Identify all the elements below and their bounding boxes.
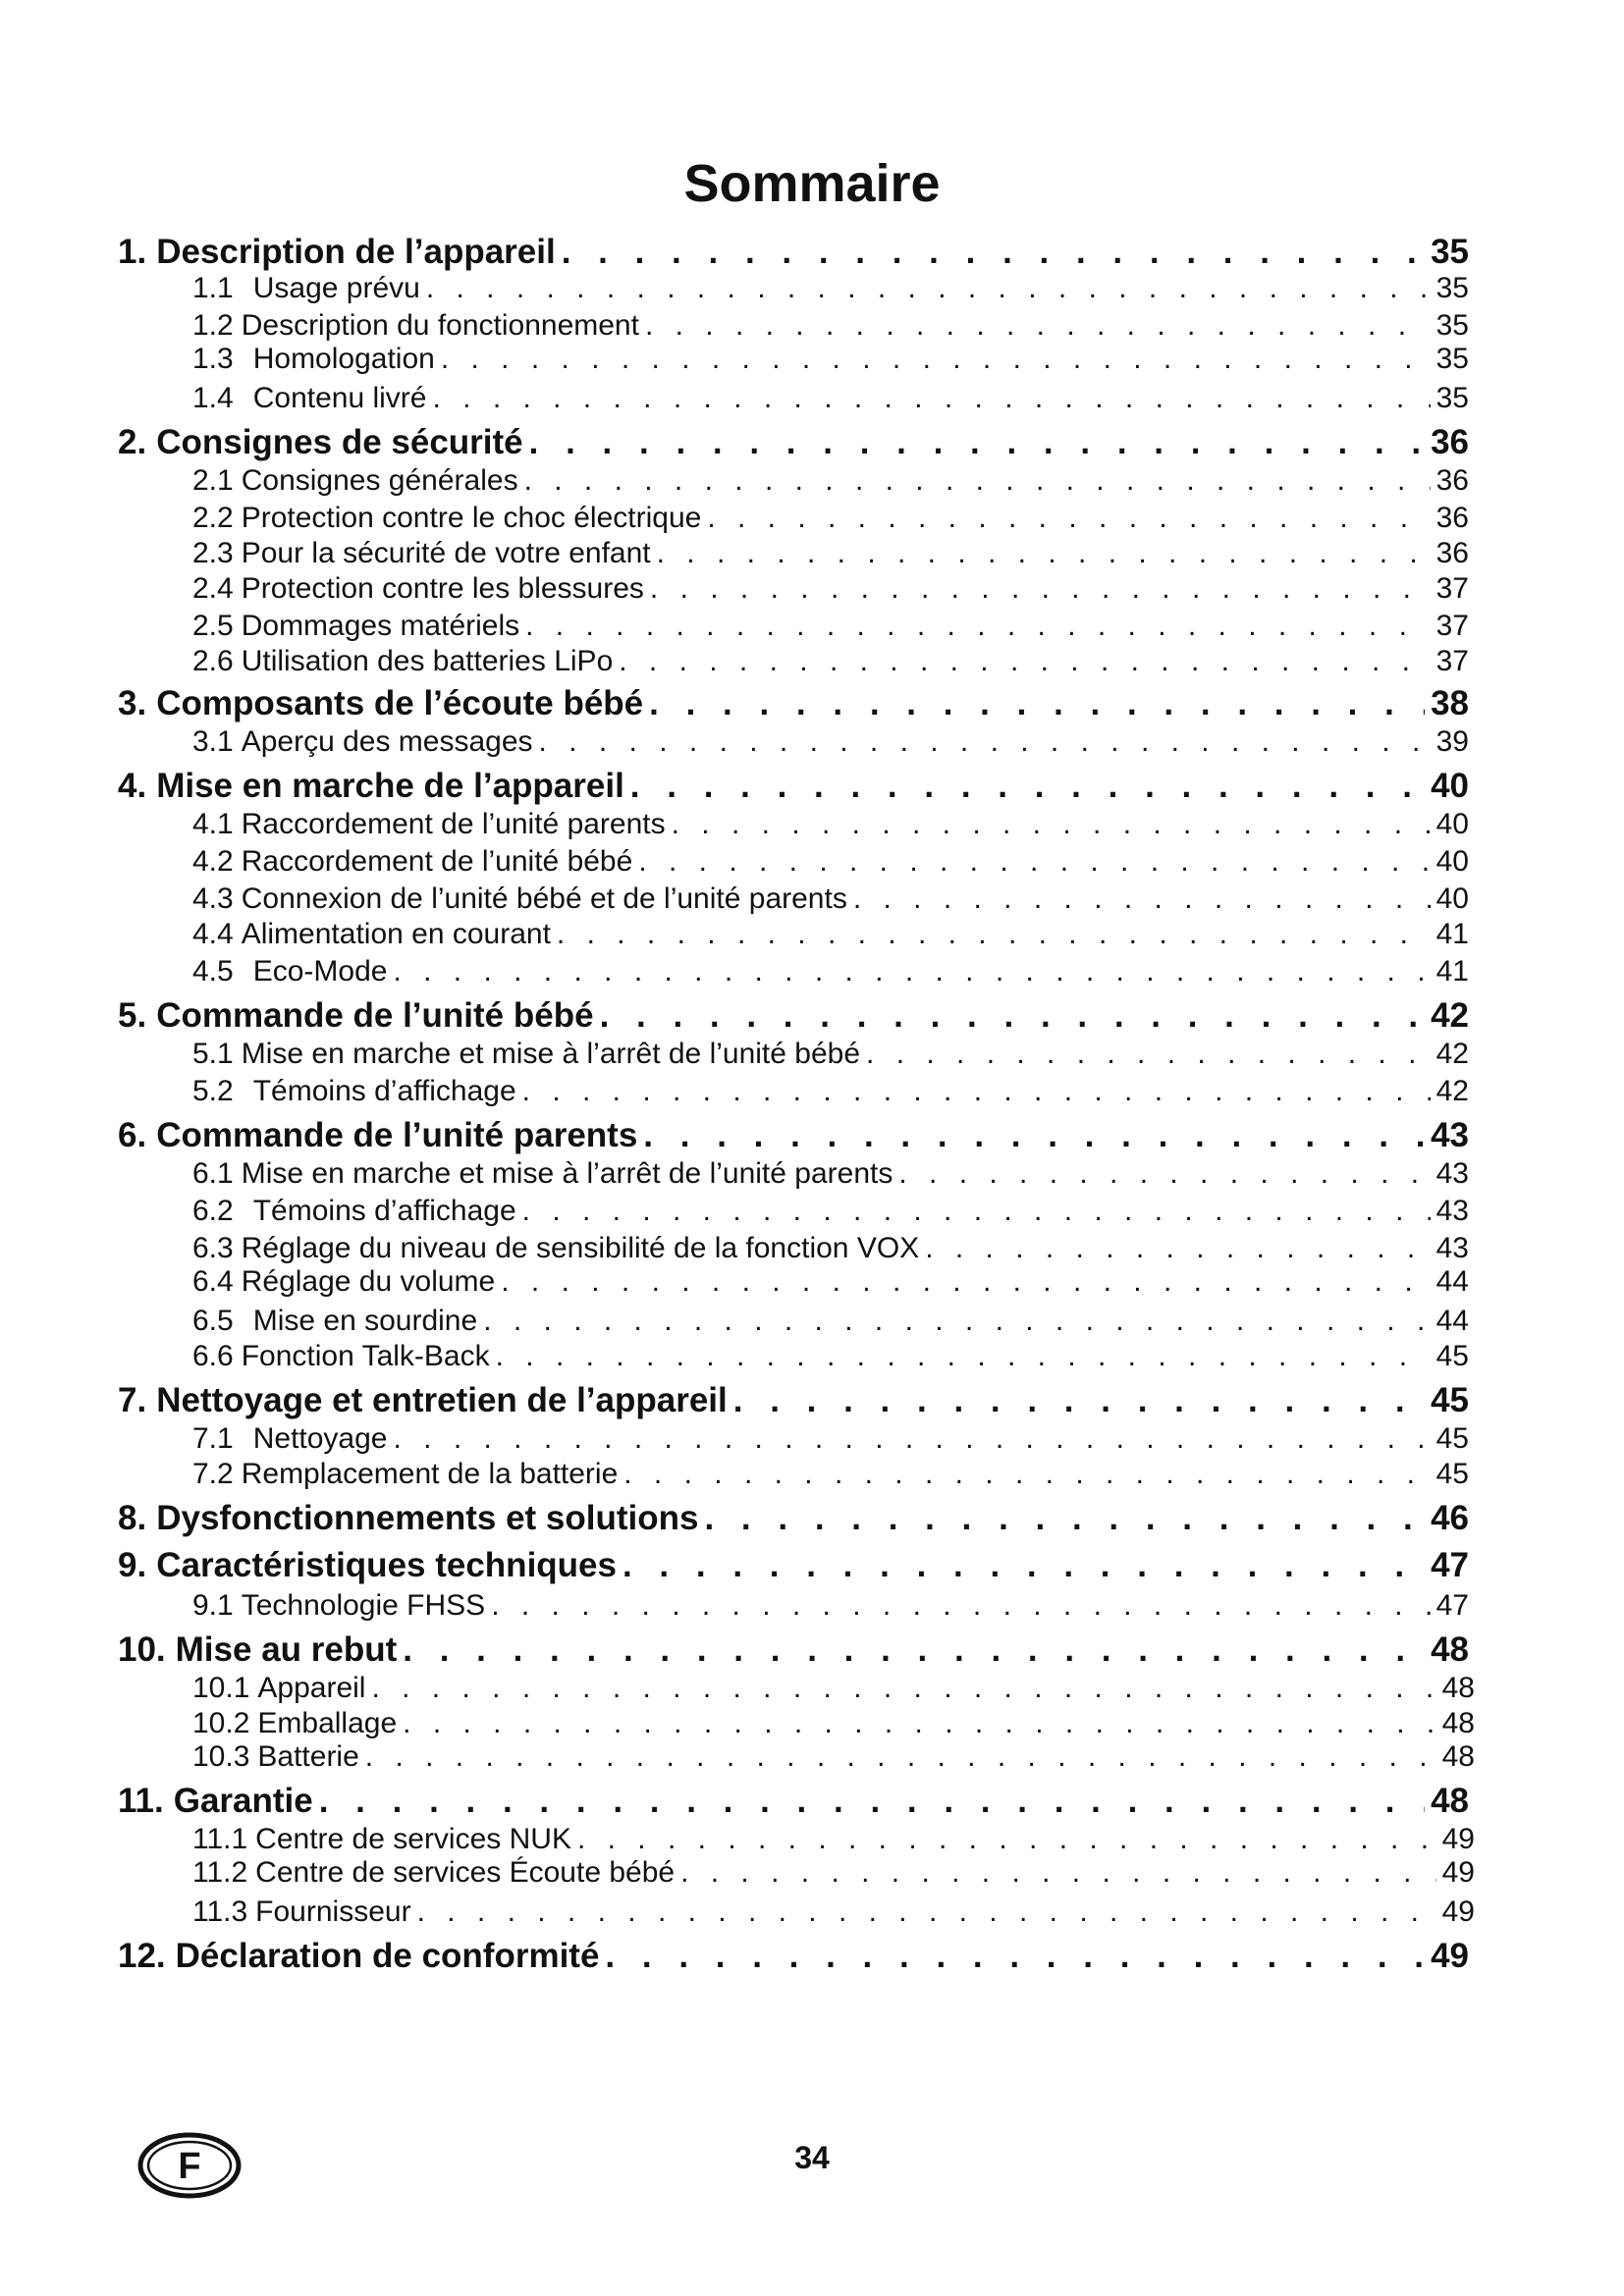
toc-leader-dots — [483, 1304, 1430, 1339]
toc-chapter-title: Caractéristiques techniques — [156, 1546, 617, 1584]
language-badge-letter: F — [178, 2146, 201, 2187]
toc-section-number: 11.1 — [192, 1823, 248, 1855]
toc-chapter-page: 48 — [1431, 1782, 1469, 1820]
toc-section-title: Mise en marche et mise à l’arrêt de l’unité bébé — [241, 1038, 861, 1070]
toc-section-page: 40 — [1435, 845, 1469, 878]
toc-section — [192, 1231, 1469, 1266]
toc-section-title: Emballage — [257, 1707, 398, 1739]
toc-section — [192, 1855, 1475, 1891]
toc-chapter-title: Nettoyage et entretien de l’appareil — [156, 1381, 728, 1419]
toc-section-number: 6.5 — [192, 1305, 234, 1337]
toc-section-page: 35 — [1435, 382, 1469, 414]
toc-section-page: 37 — [1435, 645, 1469, 677]
toc-section-number: 10.2 — [192, 1707, 250, 1739]
toc-leader-dots — [432, 381, 1430, 416]
toc-chapter-title: Composants de l’écoute bébé — [156, 684, 644, 722]
toc-section — [192, 1037, 1469, 1072]
toc-section — [192, 1304, 1469, 1339]
toc-chapter — [118, 683, 1469, 724]
toc-chapter-title: Garantie — [173, 1782, 313, 1820]
toc-section-title: Appareil — [257, 1672, 366, 1704]
toc-leader-dots — [525, 609, 1430, 644]
toc-chapter-title: Consignes de sécurité — [156, 423, 523, 461]
toc-section-number: 2.4 — [192, 572, 234, 605]
toc-section-title: Description du fonctionnement — [241, 309, 639, 342]
toc-section-page: 49 — [1441, 1896, 1475, 1928]
toc-chapter-number: 7. — [118, 1381, 147, 1419]
toc-section-number: 6.1 — [192, 1157, 234, 1190]
toc-leader-dots — [704, 1498, 1425, 1539]
toc-leader-dots — [524, 463, 1431, 499]
toc-leader-dots — [491, 1588, 1430, 1624]
toc-chapter-title: Commande de l’unité parents — [156, 1116, 638, 1154]
toc-section — [192, 724, 1469, 760]
toc-section — [192, 954, 1469, 989]
toc-leader-dots — [496, 1339, 1431, 1374]
toc-section-number: 4.5 — [192, 955, 234, 988]
toc-chapter — [118, 1781, 1469, 1822]
toc-chapter-number: 3. — [118, 684, 147, 722]
toc-leader-dots — [866, 1037, 1431, 1072]
toc-section-page: 44 — [1435, 1265, 1469, 1298]
toc-chapter-title: Mise au rebut — [175, 1630, 398, 1669]
toc-section-number: 11.2 — [192, 1856, 248, 1889]
toc-section-page: 42 — [1435, 1038, 1469, 1070]
toc-section-title: Alimentation en courant — [241, 918, 551, 950]
toc-section — [192, 571, 1469, 607]
toc-chapter — [118, 422, 1469, 463]
toc-section — [192, 1457, 1469, 1492]
toc-section-number: 10.1 — [192, 1672, 250, 1704]
toc-section-title: Aperçu des messages — [241, 725, 533, 758]
toc-section-number: 7.2 — [192, 1458, 234, 1490]
toc-section-number: 1.1 — [192, 272, 234, 304]
toc-section-page: 35 — [1435, 343, 1469, 375]
toc-chapter — [118, 1936, 1469, 1977]
toc-chapter — [118, 766, 1469, 807]
toc-chapter-page: 38 — [1431, 684, 1469, 722]
toc-section — [192, 1339, 1469, 1374]
toc-section-number: 7.1 — [192, 1422, 234, 1455]
toc-section-title: Témoins d’affichage — [252, 1075, 516, 1107]
toc-leader-dots — [529, 422, 1425, 463]
toc-section-title: Nettoyage — [252, 1422, 388, 1455]
toc-section-page: 36 — [1435, 464, 1469, 497]
toc-section-number: 5.1 — [192, 1038, 234, 1070]
toc-section — [192, 1588, 1469, 1624]
toc-chapter — [118, 995, 1469, 1037]
toc-section-number: 5.2 — [192, 1075, 234, 1107]
toc-leader-dots — [522, 1074, 1431, 1109]
toc-chapter-page: 46 — [1431, 1499, 1469, 1537]
toc-section-number: 11.3 — [192, 1896, 248, 1928]
toc-section-number: 2.2 — [192, 502, 234, 534]
toc-leader-dots — [441, 342, 1431, 377]
toc-section — [192, 1194, 1469, 1229]
toc-section-number: 6.6 — [192, 1340, 234, 1372]
toc-leader-dots — [501, 1264, 1430, 1300]
toc-section — [192, 917, 1469, 952]
toc-chapter-number: 6. — [118, 1116, 147, 1154]
toc-section-title: Protection contre le choc électrique — [241, 502, 702, 534]
toc-leader-dots — [853, 881, 1431, 917]
toc-section-page: 47 — [1435, 1589, 1469, 1622]
toc-section-title: Protection contre les blessures — [241, 572, 644, 605]
toc-section-title: Pour la sécurité de votre enfant — [241, 537, 651, 569]
toc-leader-dots — [645, 308, 1431, 344]
toc-leader-dots — [600, 995, 1426, 1037]
toc-section-title: Connexion de l’unité bébé et de l’unité parents — [241, 882, 847, 915]
toc-leader-dots — [925, 1231, 1430, 1266]
toc-leader-dots — [650, 571, 1431, 607]
toc-section-number: 6.2 — [192, 1195, 234, 1227]
toc-chapter-title: Dysfonctionnements et solutions — [156, 1499, 699, 1537]
toc-section — [192, 609, 1469, 644]
toc-section-title: Centre de services NUK — [255, 1823, 571, 1855]
toc-section-page: 37 — [1435, 610, 1469, 642]
toc-section — [192, 1264, 1469, 1300]
toc-section-page: 36 — [1435, 537, 1469, 569]
toc-section — [192, 1074, 1469, 1109]
toc-section-number: 6.4 — [192, 1265, 234, 1298]
toc-section-page: 48 — [1441, 1672, 1475, 1704]
toc-section — [192, 1156, 1469, 1192]
toc-section-number: 2.5 — [192, 610, 234, 642]
toc-chapter — [118, 1629, 1469, 1671]
toc-leader-dots — [393, 1421, 1430, 1457]
toc-section-page: 48 — [1441, 1707, 1475, 1739]
toc-section — [192, 463, 1469, 499]
toc-section-page: 39 — [1435, 725, 1469, 758]
toc-leader-dots — [557, 917, 1431, 952]
toc-chapter — [118, 1115, 1469, 1156]
toc-leader-dots — [319, 1781, 1425, 1822]
toc-chapter-number: 4. — [118, 767, 147, 805]
toc-chapter-number: 8. — [118, 1499, 147, 1537]
toc-section-page: 35 — [1435, 309, 1469, 342]
toc-leader-dots — [539, 724, 1431, 760]
toc-section-title: Usage prévu — [252, 272, 420, 304]
toc-chapter — [118, 1498, 1469, 1539]
toc-leader-dots — [605, 1936, 1425, 1977]
toc-section — [192, 271, 1469, 306]
toc-leader-dots — [898, 1156, 1430, 1192]
toc-section-page: 42 — [1435, 1075, 1469, 1107]
page-title: Sommaire — [683, 154, 941, 213]
toc-section — [192, 644, 1469, 679]
toc-leader-dots — [417, 1895, 1436, 1930]
toc-section-page: 37 — [1435, 572, 1469, 605]
toc-section-page: 49 — [1441, 1823, 1475, 1855]
toc-section-number: 2.6 — [192, 645, 234, 677]
toc-section-number: 6.3 — [192, 1232, 234, 1264]
toc-section-title: Raccordement de l’unité bébé — [241, 845, 633, 878]
toc-section-title: Dommages matériels — [241, 610, 520, 642]
toc-section — [192, 536, 1469, 571]
toc-section-page: 45 — [1435, 1340, 1469, 1372]
toc-chapter-number: 9. — [118, 1546, 147, 1584]
toc-chapter-page: 42 — [1431, 996, 1469, 1035]
toc-section-title: Homologation — [252, 343, 435, 375]
toc-section-page: 35 — [1435, 272, 1469, 304]
toc-chapter-title: Description de l’appareil — [156, 233, 556, 271]
toc-section-number: 2.3 — [192, 537, 234, 569]
toc-section-page: 41 — [1435, 918, 1469, 950]
toc-chapter-title: Commande de l’unité bébé — [156, 996, 594, 1035]
toc-section — [192, 1421, 1469, 1457]
toc-section-title: Mise en marche et mise à l’arrêt de l’unité parents — [241, 1157, 893, 1190]
toc-section-title: Raccordement de l’unité parents — [241, 808, 666, 840]
toc-leader-dots — [403, 1629, 1425, 1671]
toc-chapter-page: 48 — [1431, 1630, 1469, 1669]
toc-section-number: 4.2 — [192, 845, 234, 878]
toc-section-page: 41 — [1435, 955, 1469, 988]
toc-section-title: Batterie — [257, 1740, 359, 1773]
toc-section-number: 1.4 — [192, 382, 234, 414]
toc-leader-dots — [672, 807, 1431, 842]
toc-leader-dots — [426, 271, 1431, 306]
toc-leader-dots — [403, 1706, 1435, 1741]
toc-leader-dots — [630, 766, 1425, 807]
toc-section-page: 36 — [1435, 502, 1469, 534]
toc-section-title: Remplacement de la batterie — [241, 1458, 619, 1490]
toc-chapter-number: 12. — [118, 1937, 166, 1975]
toc-section-number: 4.1 — [192, 808, 234, 840]
toc-section — [192, 844, 1469, 880]
toc-section — [192, 881, 1469, 917]
toc-section-page: 45 — [1435, 1422, 1469, 1455]
toc-section — [192, 1671, 1475, 1706]
toc-section-page: 40 — [1435, 882, 1469, 915]
toc-section-title: Centre de services Écoute bébé — [255, 1856, 676, 1889]
toc-section-page: 43 — [1435, 1232, 1469, 1264]
toc-section-page: 44 — [1435, 1305, 1469, 1337]
toc-chapter — [118, 232, 1469, 273]
toc-leader-dots — [365, 1739, 1436, 1775]
toc-section — [192, 381, 1469, 416]
toc-section-page: 45 — [1435, 1458, 1469, 1490]
toc-section-title: Consignes générales — [241, 464, 518, 497]
toc-leader-dots — [733, 1380, 1425, 1421]
toc-section-title: Fonction Talk-Back — [241, 1340, 490, 1372]
toc-leader-dots — [522, 1194, 1431, 1229]
page-number: 34 — [794, 2140, 830, 2175]
toc-section-title: Témoins d’affichage — [252, 1195, 516, 1227]
toc-chapter-number: 2. — [118, 423, 147, 461]
toc-section-title: Eco-Mode — [252, 955, 388, 988]
toc-section-page: 43 — [1435, 1195, 1469, 1227]
toc-section-number: 4.4 — [192, 918, 234, 950]
toc-leader-dots — [643, 1115, 1425, 1156]
toc-section — [192, 1895, 1475, 1930]
toc-section-title: Technologie FHSS — [241, 1589, 486, 1622]
toc-leader-dots — [562, 232, 1425, 273]
toc-section — [192, 1706, 1475, 1741]
toc-section-number: 4.3 — [192, 882, 234, 915]
toc-leader-dots — [638, 844, 1430, 880]
toc-section — [192, 308, 1469, 344]
toc-chapter-number: 5. — [118, 996, 147, 1035]
toc-chapter-page: 45 — [1431, 1381, 1469, 1419]
toc-section-number: 1.2 — [192, 309, 234, 342]
toc-section-title: Fournisseur — [255, 1896, 411, 1928]
toc-chapter-page: 49 — [1431, 1937, 1469, 1975]
toc-leader-dots — [577, 1822, 1436, 1857]
toc-chapter-number: 10. — [118, 1630, 166, 1669]
toc-chapter-page: 40 — [1431, 767, 1469, 805]
toc-section-number: 10.3 — [192, 1740, 250, 1773]
toc-leader-dots — [371, 1671, 1435, 1706]
toc-leader-dots — [707, 501, 1430, 536]
toc-section — [192, 1739, 1475, 1775]
toc-section-page: 49 — [1441, 1856, 1475, 1889]
toc-section-title: Réglage du volume — [241, 1265, 496, 1298]
toc-section-title: Mise en sourdine — [252, 1305, 478, 1337]
toc-section-title: Réglage du niveau de sensibilité de la fonction VOX — [241, 1232, 920, 1264]
toc-chapter-title: Déclaration de conformité — [175, 1937, 600, 1975]
toc-chapter — [118, 1380, 1469, 1421]
toc-chapter-title: Mise en marche de l’appareil — [156, 767, 624, 805]
toc-leader-dots — [657, 536, 1431, 571]
toc-section-page: 40 — [1435, 808, 1469, 840]
toc-section — [192, 342, 1469, 377]
toc-section-number: 1.3 — [192, 343, 234, 375]
toc-leader-dots — [619, 644, 1430, 679]
toc-chapter-page: 35 — [1431, 233, 1469, 271]
toc-section — [192, 501, 1469, 536]
toc-chapter-page: 47 — [1431, 1546, 1469, 1584]
toc-section-page: 48 — [1441, 1740, 1475, 1773]
toc-section-title: Contenu livré — [252, 382, 427, 414]
toc-section — [192, 807, 1469, 842]
toc-leader-dots — [649, 683, 1425, 724]
toc-section-title: Utilisation des batteries LiPo — [241, 645, 614, 677]
toc-chapter — [118, 1545, 1469, 1586]
toc-section-number: 3.1 — [192, 725, 234, 758]
toc-chapter-number: 1. — [118, 233, 147, 271]
toc-section — [192, 1822, 1475, 1857]
toc-leader-dots — [680, 1855, 1436, 1891]
toc-leader-dots — [623, 1457, 1430, 1492]
toc-leader-dots — [393, 954, 1430, 989]
toc-section-page: 43 — [1435, 1157, 1469, 1190]
toc-leader-dots — [623, 1545, 1425, 1586]
toc-section-number: 9.1 — [192, 1589, 234, 1622]
toc-chapter-page: 36 — [1431, 423, 1469, 461]
toc-chapter-page: 43 — [1431, 1116, 1469, 1154]
toc-section-number: 2.1 — [192, 464, 234, 497]
toc-chapter-number: 11. — [118, 1782, 164, 1820]
